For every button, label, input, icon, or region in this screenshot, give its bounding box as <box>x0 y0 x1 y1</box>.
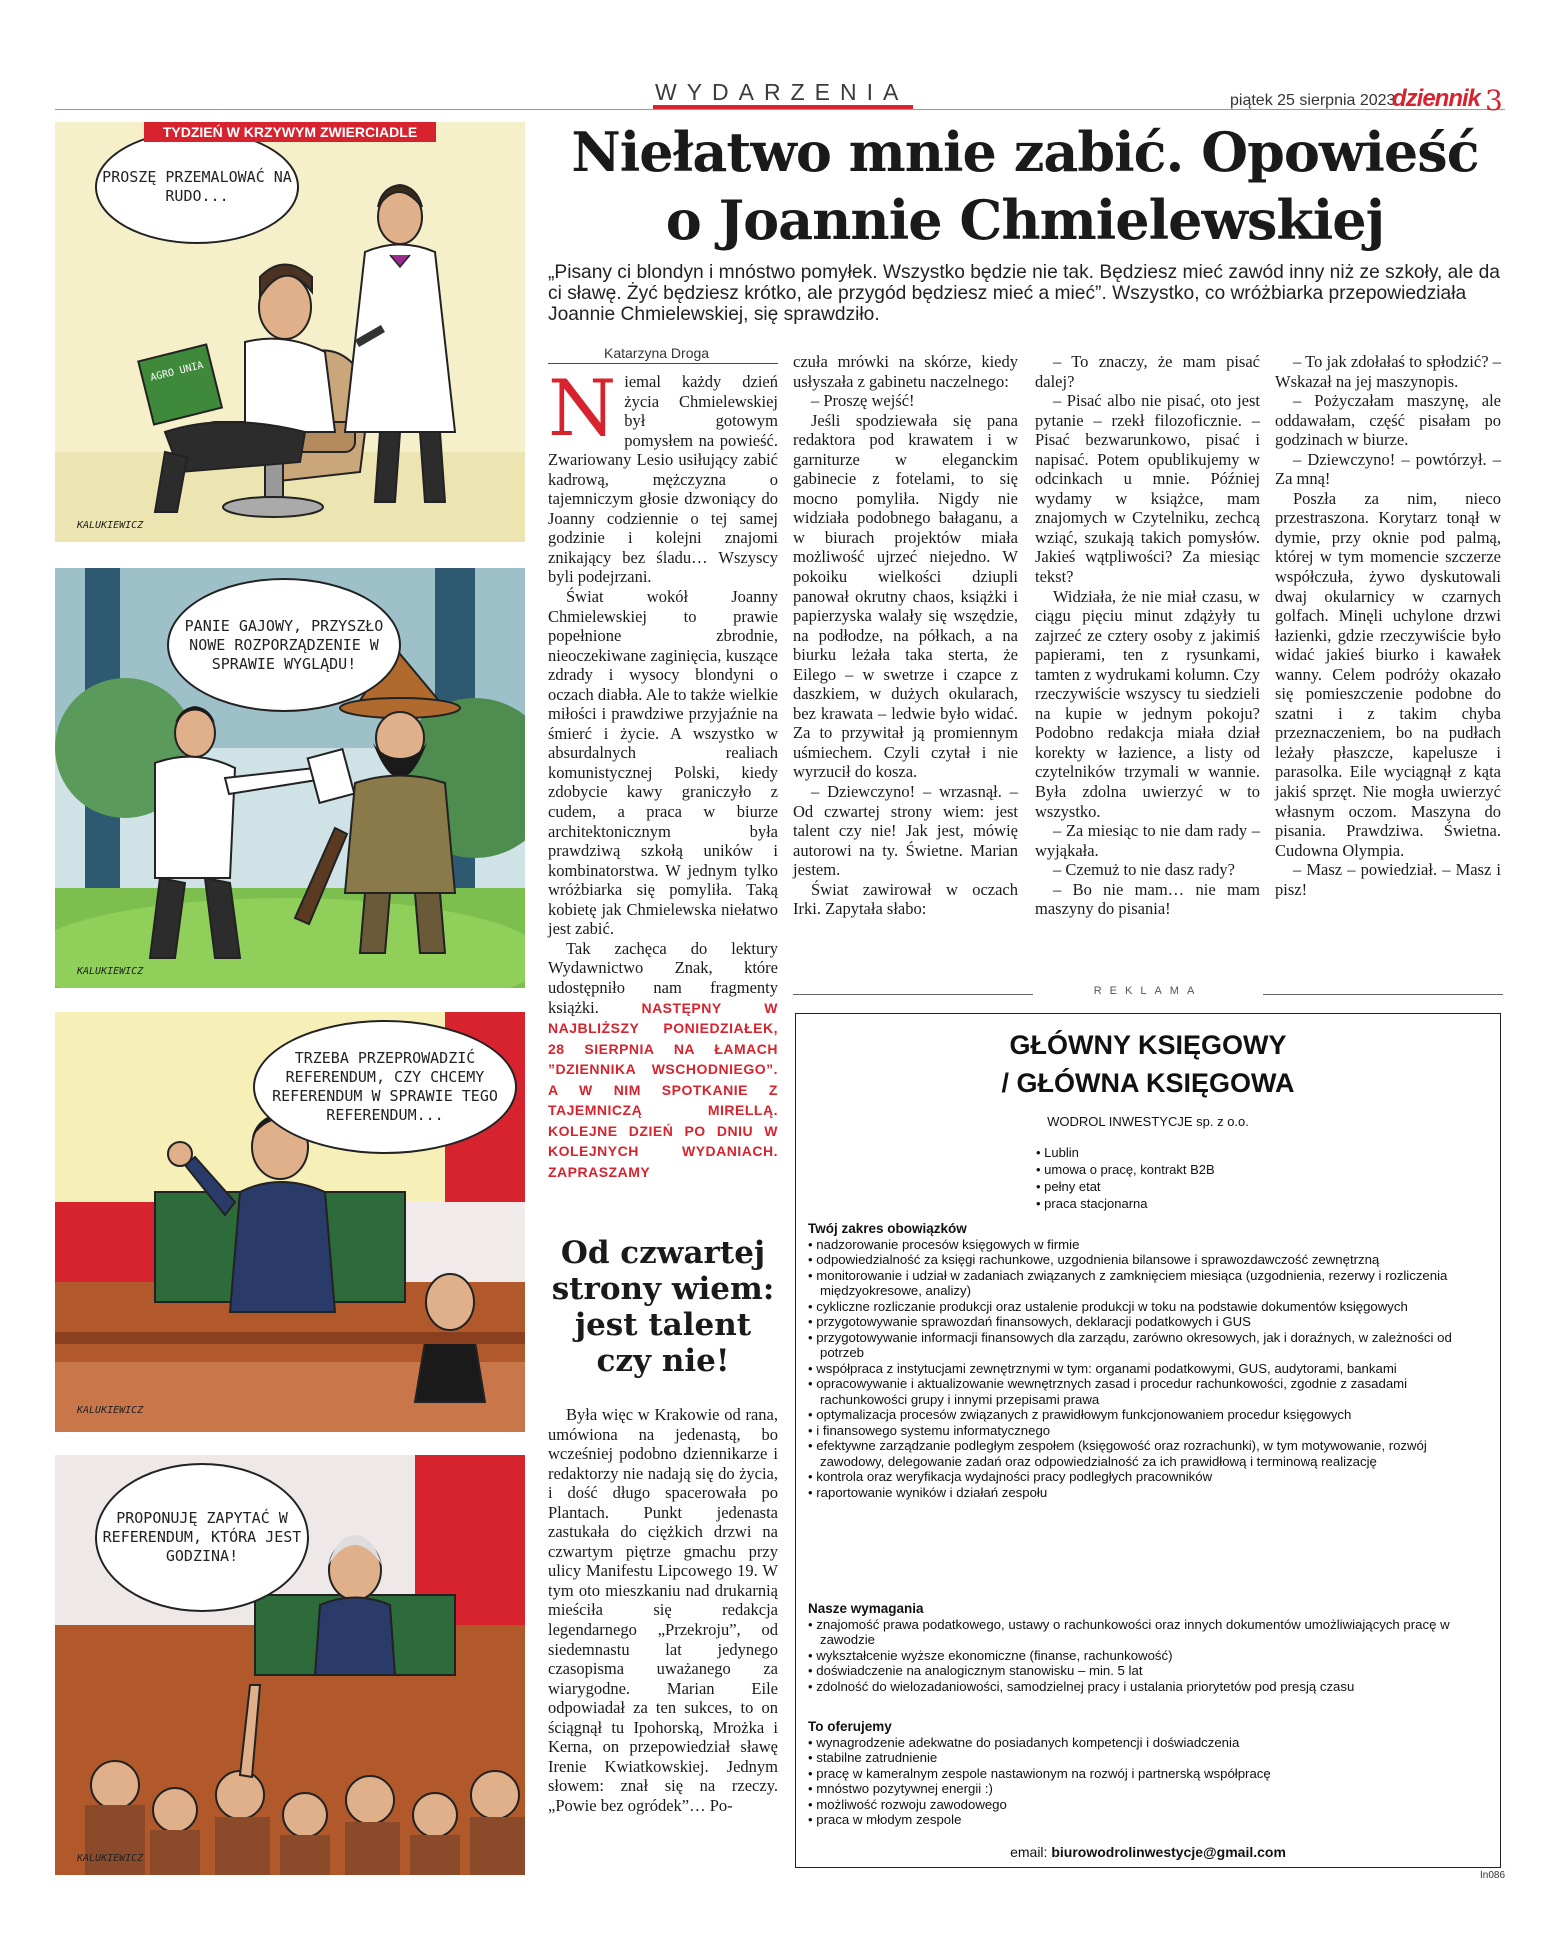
column-3-paragraph: – Za miesiąc to nie dam rady – wyjąkała. <box>1035 821 1260 860</box>
column-4-paragraph: – To jak zdołałaś to spłodzić? – Wskazał na jej maszynopis. <box>1275 352 1501 391</box>
ad-scope-item: • opracowywanie i aktualizowanie wewnętrznych zasad i procedur rachunkowości, zgodnie z zasadami rachunkowości grupy i innymi przepisami prawa <box>808 1376 1488 1407</box>
ad-offer-item: • stabilne zatrudnienie <box>808 1750 1488 1766</box>
ad-requirements-section <box>808 1601 1488 1694</box>
column-1-paragraph-4: Była więc w Krakowie od rana, umówiona na jedenastą, bo wcześniej podobno dziennikarze i redaktorzy nie nadają się do życia, i dość długo spacerowała po Plantach. Punkt jedenasta zastukała do ciężkich drzwi na czwartym piętrze gmachu przy ulicy Manifestu Lipcowego 19. W tym oto mieszkaniu nad drukarnią mieściła się redakcja legendarnego „Przekroju”, od siedemnastu lat jedynego czasopisma uważanego za wiarygodne. Marian Eile odpowiadał za ten sukces, to on ściągnął tu Ipohorską, Mrożka i Kerna, on przepowiedział sławę Irenie Kwiatkowskiej. Jednym słowem: znał się na rzeczy. „Powie bez ogródek”… Po- <box>548 1405 778 1815</box>
ad-offer-section <box>808 1719 1488 1828</box>
speech-bubble-1: PROSZĘ PRZEMALOWAĆ NA RUDO... <box>95 130 299 244</box>
article-column-1 <box>548 364 778 1182</box>
ad-scope-item: • odpowiedzialność za księgi rachunkowe, uzgodnienia bilansowe i sprawozdawczość zewnętrzną <box>808 1252 1488 1268</box>
ad-scope-item: • i finansowego systemu informatycznego <box>808 1423 1488 1439</box>
column-3-paragraph: Widziała, że nie miał czasu, w ciągu pięciu minut zdążyły tu zajrzeć ze cztery osoby z jakimiś papierami, ten z rysunkami, tamten z wydrukami kolumn. Czy rzeczywiście wszyscy tu siedzieli na kupie w jednym pokoju? Podobno redakcja miała dział korekty w łazience, a listy od czytelników trzymali w wannie. Była zdolna uwierzyć w to wszystko. <box>1035 586 1260 821</box>
ad-email-label: email: <box>1010 1844 1048 1860</box>
ad-scope-item: • cykliczne rozliczanie produkcji oraz ustalenie produkcji w toku na podstawie dokumentów księgowych <box>808 1299 1488 1315</box>
ad-scope-item: • monitorowanie i udział w zadaniach związanych z zamknięciem miesiąca (uzgodnienia, rezerwy i rozliczenia międzyokresowe, analizy) <box>808 1268 1488 1299</box>
section-underline <box>653 105 913 109</box>
column-3-paragraph: – Czemuż to nie dasz rady? <box>1053 860 1235 880</box>
ad-scope-item: • nadzorowanie procesów księgowych w firmie <box>808 1237 1488 1253</box>
ad-basic-item: • umowa o pracę, kontrakt B2B <box>1036 1161 1215 1178</box>
book-title: AGRO UNIA <box>149 359 205 384</box>
ad-requirements-title: Nasze wymagania <box>808 1601 924 1616</box>
ad-offer-item: • praca w młodym zespole <box>808 1812 1488 1828</box>
article-column-4 <box>1275 352 1501 899</box>
column-2-paragraph: Jeśli spodziewała się pana redaktora pod krawatem i w garniturze w eleganckim gabinecie z fotelami, to się mocno pomyliła. Nigdy nie widziała podobnego bałaganu, a w biurach projektów miała możliwość ujrzeć niejedno. W pokoiku wielkości dziupli panował okrutny chaos, książki i papierzyska walały się wszędzie, na podłodze, na półkach, a na biurku leżała taka sterta, że Eilego – w swetrze i czapce z daszkiem, w dużych okularach, bez krawata – ledwie było widać. Za to przywitał ją promiennym uśmiechem. Czyli czytał i nie wyrzucił do kosza. <box>793 410 1018 782</box>
column-3-paragraph: – Bo nie mam… nie mam maszyny do pisania! <box>1035 879 1260 919</box>
ad-title-line-2: / GŁÓWNA KSIĘGOWA <box>1001 1068 1295 1098</box>
cartoon-signature-4: KALUKIEWICZ <box>77 1853 144 1864</box>
ad-code: In086 <box>1480 1870 1506 1881</box>
ad-scope-title: Twój zakres obowiązków <box>808 1221 967 1236</box>
ad-scope-section <box>808 1221 1488 1500</box>
ad-requirement-item: • zdolność do wielozadaniowości, samodzielnej pracy i ustalania priorytetów pod presją czasu <box>808 1679 1488 1695</box>
section-title: WYDARZENIA <box>655 79 909 105</box>
article-column-3 <box>1035 352 1260 919</box>
ad-offer-title: To oferujemy <box>808 1719 892 1734</box>
ad-scope-item: • przygotowywanie informacji finansowych dla zarządu, zarówno okresowych, jak i doraźnych, w zależności od potrzeb <box>808 1330 1488 1361</box>
ad-offer-item: • wynagrodzenie adekwatne do posiadanych kompetencji i doświadczenia <box>808 1735 1488 1751</box>
cartoon-section-label: TYDZIEŃ W KRZYWYM ZWIERCIADLE <box>144 122 436 142</box>
speech-bubble-3: TRZEBA PRZEPROWADZIĆ REFERENDUM, CZY CHCEMY REFERENDUM W SPRAWIE TEGO REFERENDUM... <box>253 1020 517 1154</box>
cartoon-signature-3: KALUKIEWICZ <box>77 1405 144 1416</box>
cartoon-panel-3 <box>55 1012 525 1432</box>
cartoon-signature-1: KALUKIEWICZ <box>77 520 144 531</box>
column-2-paragraph: – Proszę wejść! <box>811 391 915 411</box>
ad-scope-item: • przygotowywanie sprawozdań finansowych, deklaracji podatkowych i GUS <box>808 1314 1488 1330</box>
column-3-paragraph: – To znaczy, że mam pisać dalej? <box>1035 352 1260 391</box>
ad-basic-item: • praca stacjonarna <box>1036 1195 1215 1212</box>
article-headline: Niełatwo mnie zabić. Opowieść o Joannie Chmielewskiej <box>571 120 1479 252</box>
ad-title <box>796 1026 1500 1102</box>
article-column-1-continued <box>548 1405 778 1815</box>
speech-bubble-2: PANIE GAJOWY, PRZYSZŁO NOWE ROZPORZĄDZENIE W SPRAWIE WYGLĄDU! <box>167 578 401 712</box>
issue-date: piątek 25 sierpnia 2023 <box>1230 92 1396 109</box>
ad-basics-list <box>1036 1144 1215 1212</box>
column-1-paragraph-1: iemal każdy dzień życia Chmielewskiej był gotowym pomysłem na powieść. Zwariowany Lesio usiłujący zabić kadrową, mężczyzna o tajemniczym głosie dzwoniący do Joanny codziennie o tej samej godzinie i kolejni znajomi znikający bez śladu… Wszyscy byli podejrzani. <box>548 372 778 587</box>
ad-offer-item: • możliwość rozwoju zawodowego <box>808 1797 1488 1813</box>
speech-bubble-4: PROPONUJĘ ZAPYTAĆ W REFERENDUM, KTÓRA JEST GODZINA! <box>95 1463 309 1612</box>
ad-scope-item: • efektywne zarządzanie podległym zespołem (księgowość oraz rozrachunki), w tym motywowanie, rozwój zawodowy, delegowanie zadań oraz odpowiedzialność za ich prawidłową i terminową realizację <box>808 1438 1488 1469</box>
ad-basic-item: • pełny etat <box>1036 1178 1215 1195</box>
page-number: 3 <box>1485 84 1503 117</box>
ad-offer-item: • pracę w kameralnym zespole nastawionym na rozwój i partnerską współpracę <box>808 1766 1488 1782</box>
ad-offer-item: • mnóstwo pozytywnej energii :) <box>808 1781 1488 1797</box>
column-4-paragraph: – Pożyczałam maszynę, ale oddawałam, część pisałam po godzinach w biurze. <box>1275 391 1501 450</box>
column-3-paragraph: – Pisać albo nie pisać, oto jest pytanie – rzekł filozoficznie. – Pisać bezwarunkowo, pisać i napisać. Potem opublikujemy w odcinkach u mnie. Później wydamy w książce, mam znajomych w Czytelniku, zechcą wziąć, szukają takich pomysłów. Jakieś wątpliwości? Za miesiąc tekst? <box>1035 391 1260 587</box>
article-author: Katarzyna Droga <box>604 345 710 361</box>
column-1-paragraph-2: Świat wokół Joanny Chmielewskiej to prawie popełnione zbrodnie, nieoczekiwane zaginięcia, kuszące zdrady i wysocy blondyni o oczach diabła. Ale to także wielkie miłości i prawdziwe przyjaźnie na śmierć i życie. A wszystko w absurdalnych realiach komunistycznej Polski, kiedy zdobycie kawy graniczyło z cudem, a praca w biurze architektonicznym była prawdziwą szkołą uników i kombinatorstwa. W jednym tylko wróżbiarka się pomyliła. Taką kobietę jak Chmielewska niełatwo jest zabić. <box>548 587 778 939</box>
ad-scope-item: • kontrola oraz weryfikacja wydajności pracy podległych pracowników <box>808 1469 1488 1485</box>
column-2-paragraph: – Dziewczyno! – wrzasnął. – Od czwartej strony wiem: jest talent czy nie! Jak jest, mówię autorowi na ty. Świetne. Marian jestem. <box>793 782 1018 880</box>
ad-company: WODROL INWESTYCJE sp. z o.o. <box>1047 1114 1249 1129</box>
ad-title-line-1: GŁÓWNY KSIĘGOWY <box>1009 1030 1287 1060</box>
article-lead: „Pisany ci blondyn i mnóstwo pomyłek. Wszystko będzie nie tak. Będziesz mieć zawód inny niż ze szkoły, ale da ci sławę. Żyć będziesz krótko, ale przygód będziesz mieć a mieć”. Wszystko, co wróżbiarka przepowiedziała Joannie Chmielewskiej, się sprawdziło. <box>548 262 1500 325</box>
column-4-paragraph: – Dziewczyno! – powtórzył. – Za mną! <box>1275 449 1501 489</box>
article-column-2 <box>793 352 1018 919</box>
ad-contact <box>796 1844 1500 1860</box>
newspaper-logo: dziennik <box>1392 85 1481 112</box>
column-1-paragraph-3: Tak zachęca do lektury Wydawnictwo Znak, które udostępniło nam fragmenty książki. <box>548 938 778 1017</box>
column-2-paragraph: czuła mrówki na skórze, kiedy usłyszała z gabinetu naczelnego: <box>793 352 1018 391</box>
column-4-paragraph: Poszła za nim, nieco przestraszona. Korytarz tonął w dymie, przy oknie pod palmą, której w tym momencie szczerze współczuła, żywo dyskutowali dwaj okularnicy w czarnych golfach. Minęli uchylone drzwi łazienki, gdzie rzeczywiście było widać jakieś biurko i kawałek wanny. Celem podróży okazało się pomieszczenie podobne do szatni i z takim chyba przeznaczeniem, bo na pudłach leżały płaszcze, kapelusze i parasolka. Eile wyciągnął z kąta jakiś sprzęt. Nie mogła uwierzyć własnym oczom. Maszyna do pisania. Prawdziwa. Świetna. Cudowna Olympia. <box>1275 488 1501 860</box>
ad-requirement-item: • doświadczenie na analogicznym stanowisku – min. 5 lat <box>808 1663 1488 1679</box>
ad-scope-item: • współpraca z instytucjami zewnętrznymi w tym: organami podatkowymi, GUS, audytorami, bankami <box>808 1361 1488 1377</box>
ad-email-link[interactable]: biurowodrolinwestycje@gmail.com <box>1051 1844 1286 1860</box>
advertisement-label: REKLAMA <box>793 985 1503 1003</box>
ad-requirement-item: • wykształcenie wyższe ekonomiczne (finanse, rachunkowość) <box>808 1648 1488 1664</box>
ad-basic-item: • Lublin <box>1036 1144 1215 1161</box>
ad-scope-item: • optymalizacja procesów związanych z prawidłowym funkcjonowaniem procedur księgowych <box>808 1407 1488 1423</box>
cartoon-signature-2: KALUKIEWICZ <box>77 966 144 977</box>
cartoon-panel-2 <box>55 568 525 988</box>
cartoon-panel-1 <box>55 122 525 542</box>
next-episode-announcement: NASTĘPNY W NAJBLIŻSZY PONIEDZIAŁEK, 28 SIERPNIA NA ŁAMACH ”DZIENNIKA WSCHODNIEGO”. A W NIM SPOTKANIE Z TAJEMNICZĄ MIRELLĄ. KOLEJNE DZIEŃ PO DNIU W KOLEJNYCH WYDANIACH. ZAPRASZAMY <box>548 999 778 1180</box>
ad-scope-item: • raportowanie wyników i działań zespołu <box>808 1485 1488 1501</box>
ad-requirement-item: • znajomość prawa podatkowego, ustawy o rachunkowości oraz innych dokumentów umożliwiających pracę w zawodzie <box>808 1617 1488 1648</box>
job-advertisement <box>795 1013 1501 1868</box>
drop-cap: N <box>548 364 617 454</box>
column-4-paragraph: – Masz – powiedział. – Masz i pisz! <box>1275 860 1501 899</box>
article-subheadline: Od czwartej strony wiem: jest talent czy nie! <box>551 1235 775 1379</box>
cartoon-panel-4 <box>55 1455 525 1875</box>
column-2-paragraph: Świat zawirował w oczach Irki. Zapytała słabo: <box>793 879 1018 919</box>
